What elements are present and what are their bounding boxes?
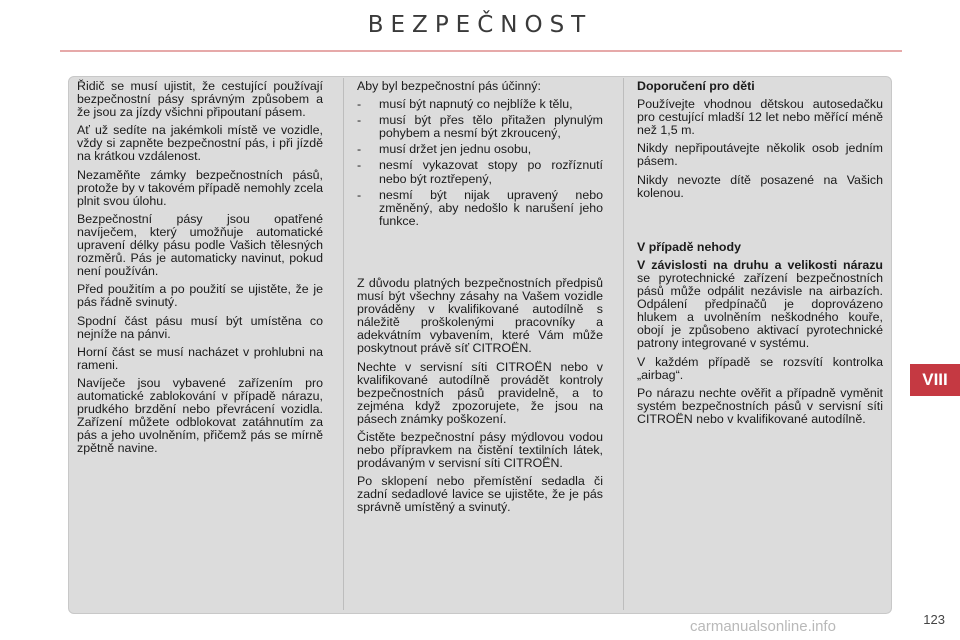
paragraph: Spodní část pásu musí být umístěna co nejníže na pánvi.: [77, 313, 323, 341]
list-intro: Aby byl bezpečnostní pás účinný:: [357, 79, 541, 93]
paragraph: Čistěte bezpečnostní pásy mýdlovou vodou nebo přípravkem na čistění textilních látek, prodávaným v servisní síti CITROËN.: [357, 429, 603, 471]
list-item: - musí držet jen jednu osobu,: [357, 142, 532, 157]
column-divider-1: [343, 78, 344, 610]
paragraph: Používejte vhodnou dětskou autosedačku pro cestující mladší 12 let nebo měřící méně než 1,5 m.: [637, 97, 883, 138]
requirements-list: [357, 98, 603, 228]
list-item: - musí být napnutý co nejblíže k tělu,: [357, 97, 573, 112]
paragraph: Horní část se musí nacházet v prohlubni na rameni.: [77, 344, 323, 372]
paragraph: Nikdy nevozte dítě posazené na Vašich kolenou.: [637, 172, 883, 200]
column-right: [637, 80, 883, 431]
paragraph: V závislosti na druhu a velikosti nárazu se pyrotechnické zařízení bezpečnostních pásů může odpálit nezávisle na airbazích. Odpálení předpínačů je doprovázeno hlukem a uvolněním neškodného kouře, obojí je způsobeno aktivací pyrotechnické patrony integrované v systému.: [637, 257, 883, 351]
list-item: - nesmí být nijak upravený nebo změněný, aby nedošlo k narušení jeho funkce.: [357, 187, 603, 228]
paragraph: Navíječe jsou vybavené zařízením pro automatické zablokování v případě nárazu, prudkého brzdění nebo převrácení vozidla. Zařízení můžete odblokovat zatáhnutím za pás a jeho uvolněním, přičemž pás se mírně zpětně navine.: [77, 375, 323, 456]
paragraph: Řidič se musí ujistit, že cestující používají bezpečnostní pásy správným způsobem a že jsou za jízdy všichni připoutaní pásem.: [77, 79, 323, 120]
list-item: - musí být přes tělo přitažen plynulým pohybem a nesmí být zkroucený,: [357, 113, 603, 141]
paragraph: Z důvodu platných bezpečnostních předpisů musí být všechny zásahy na Vašem vozidle prováděny v kvalifikované autodílně s náležitě proškolenými pracovníky a adekvátním vybavením, které Vám může poskytnout právě síť CITROËN.: [357, 275, 603, 356]
watermark: carmanualsonline.info: [690, 618, 836, 635]
list-item: - nesmí vykazovat stopy po rozříznutí nebo být roztřepený,: [357, 158, 603, 186]
title-divider: [60, 50, 902, 52]
paragraph: Ať už sedíte na jakémkoli místě ve vozidle, vždy si zapněte bezpečnostní pás, i při jízdě na krátkou vzdálenost.: [77, 123, 323, 164]
paragraph: Nikdy nepřipoutávejte několik osob jedním pásem.: [637, 141, 883, 169]
paragraph: Po nárazu nechte ověřit a případně vyměnit systém bezpečnostních pásů v servisní síti CITROËN nebo v kvalifikované autodílně.: [637, 385, 883, 426]
emphasis: V závislosti na druhu a velikosti nárazu: [637, 257, 883, 272]
column-middle: [357, 80, 603, 520]
paragraph: V každém případě se rozsvítí kontrolka „airbag“.: [637, 354, 883, 382]
paragraph: Nezaměňte zámky bezpečnostních pásů, protože by v takovém případě nemohly zcela plnit svou úlohu.: [77, 167, 323, 208]
chapter-tab: VIII: [910, 364, 960, 396]
paragraph: Po sklopení nebo přemístění sedadla či zadní sedadlové lavice se ujistěte, že je pás správně umístěný a svinutý.: [357, 474, 603, 515]
section-heading-children: Doporučení pro děti: [637, 79, 755, 93]
column-left: [77, 80, 323, 460]
page-number: 123: [923, 612, 945, 627]
paragraph: Nechte v servisní síti CITROËN nebo v kvalifikované autodílně provádět kontroly bezpečnostních pásů pravidelně, a to zejména když zpozorujete, že jsou na pásech známky poškození.: [357, 359, 603, 426]
paragraph: Bezpečnostní pásy jsou opatřené navíječem, který umožňuje automatické upravení délky pásu podle Vašich tělesných rozměrů. Pás je automaticky navinut, pokud není používán.: [77, 211, 323, 279]
paragraph: Před použitím a po použití se ujistěte, že je pás řádně svinutý.: [77, 282, 323, 310]
section-heading-accident: V případě nehody: [637, 239, 741, 254]
column-divider-2: [623, 78, 624, 610]
page-title: BEZPEČNOST: [367, 12, 593, 38]
